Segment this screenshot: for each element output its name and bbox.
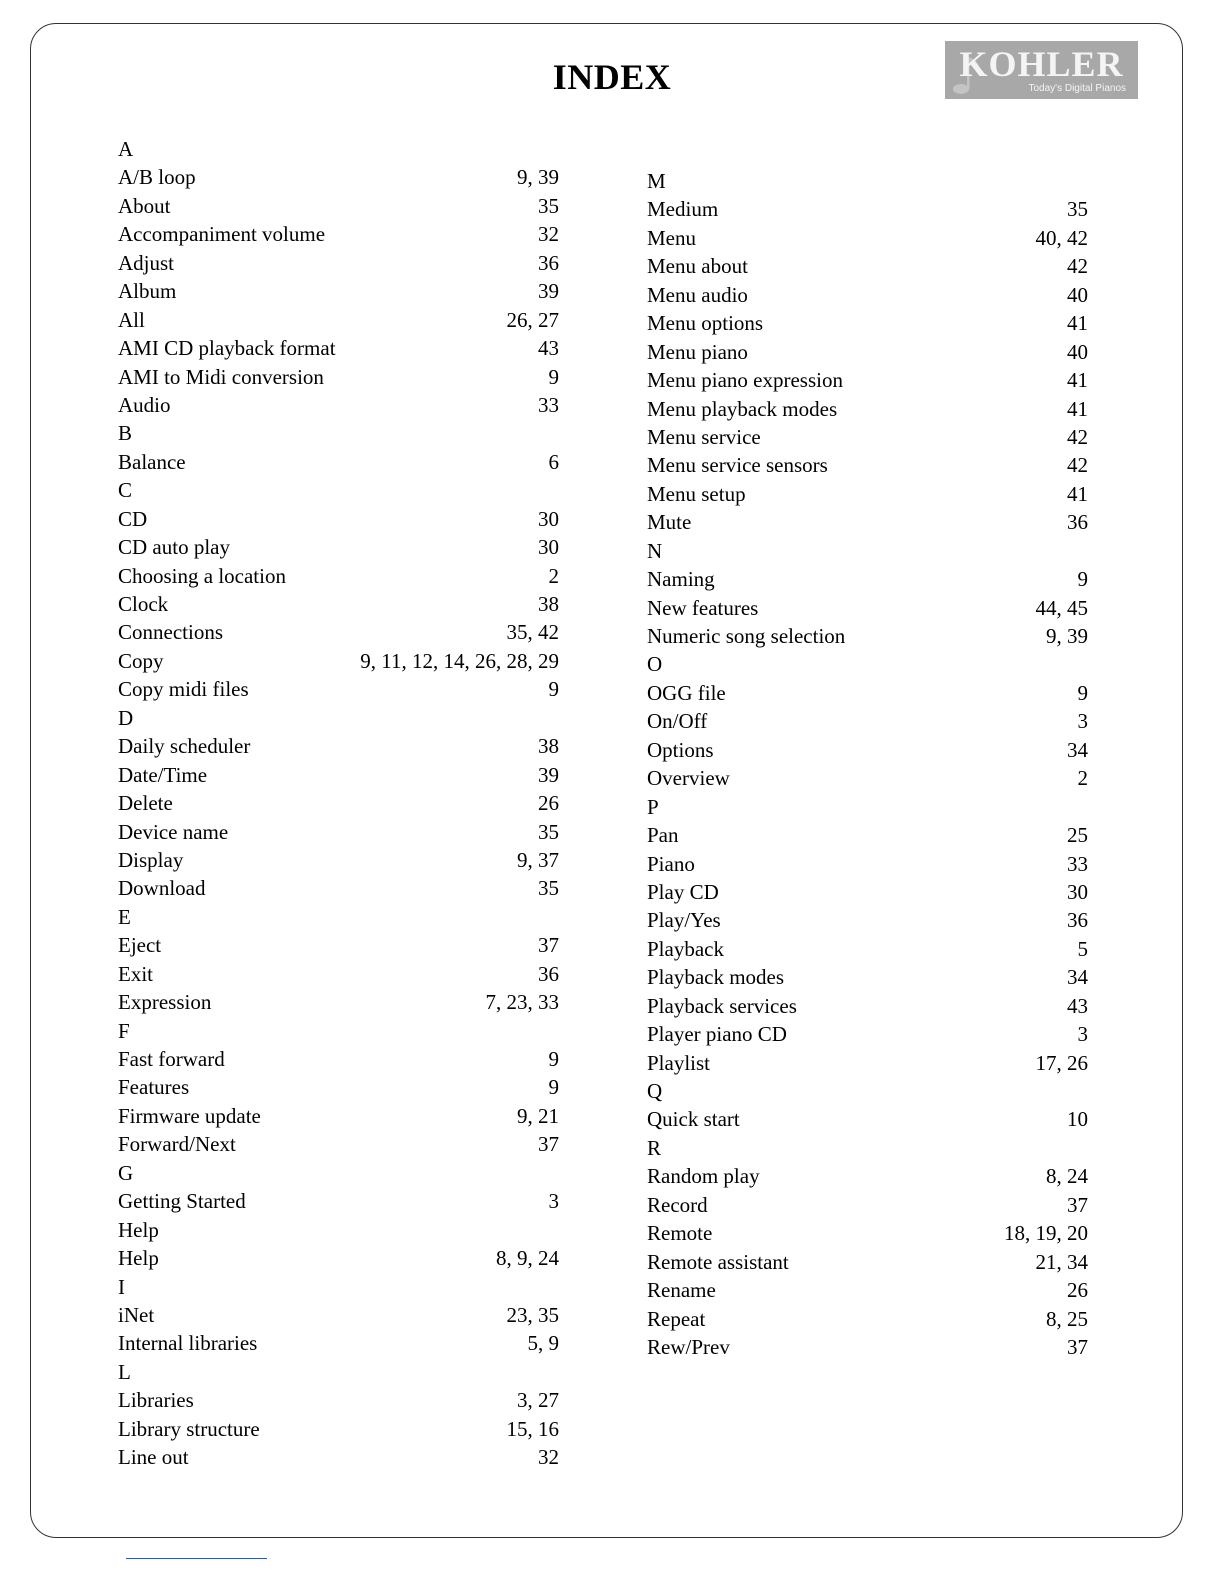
index-term: Playback services xyxy=(647,993,797,1018)
index-page-numbers: 9, 39 xyxy=(517,165,559,190)
index-entry xyxy=(647,366,1088,394)
index-page-numbers: 17, 26 xyxy=(1035,1050,1088,1075)
index-page-numbers: 9 xyxy=(548,364,559,389)
index-term: Overview xyxy=(647,766,730,791)
index-entry xyxy=(647,736,1088,764)
index-page-numbers: 38 xyxy=(538,592,559,616)
letter-label: G xyxy=(118,1160,134,1185)
index-term: Firmware update xyxy=(118,1103,261,1128)
index-letter-heading xyxy=(118,704,559,732)
index-page-numbers: 37 xyxy=(538,1132,559,1157)
index-entry xyxy=(647,395,1088,423)
index-page-numbers: 36 xyxy=(538,250,559,275)
index-term: CD xyxy=(118,506,148,531)
index-entry xyxy=(647,1162,1088,1190)
index-page-numbers: 40, 42 xyxy=(1035,225,1088,250)
index-page-numbers: 36 xyxy=(1067,908,1088,933)
index-page-numbers: 8, 24 xyxy=(1046,1164,1088,1189)
index-page-numbers: 43 xyxy=(1067,993,1088,1018)
index-term: New features xyxy=(647,595,759,620)
index-term: Quick start xyxy=(647,1107,740,1132)
index-page-numbers: 35 xyxy=(538,876,559,901)
index-entry xyxy=(647,423,1088,451)
index-entry xyxy=(647,935,1088,963)
index-page-numbers: 33 xyxy=(1067,851,1088,876)
index-letter-heading xyxy=(118,419,559,447)
index-entry xyxy=(118,1073,559,1101)
index-term: Audio xyxy=(118,392,171,417)
index-page-numbers: 18, 19, 20 xyxy=(1004,1221,1088,1246)
index-term: Features xyxy=(118,1075,190,1100)
index-term: Internal libraries xyxy=(118,1331,258,1356)
index-entry xyxy=(118,505,559,533)
index-term: Help xyxy=(118,1217,159,1242)
index-page-numbers: 26 xyxy=(538,791,559,816)
letter-label: C xyxy=(118,478,133,503)
index-entry xyxy=(647,963,1088,991)
index-letter-heading xyxy=(118,1273,559,1301)
index-entry xyxy=(118,761,559,789)
index-entry xyxy=(118,163,559,191)
index-term: Clock xyxy=(118,592,169,616)
index-page-numbers: 3, 27 xyxy=(517,1388,559,1413)
index-term: Medium xyxy=(647,197,719,222)
index-page-numbers: 40 xyxy=(1067,282,1088,307)
index-term: Fast forward xyxy=(118,1047,225,1071)
index-page-numbers: 8, 25 xyxy=(1046,1306,1088,1331)
index-term: Random play xyxy=(647,1164,760,1189)
index-page-numbers: 32 xyxy=(538,1445,559,1470)
index-entry xyxy=(118,391,559,419)
index-entry xyxy=(118,675,559,703)
index-term: Getting Started xyxy=(118,1189,246,1214)
index-page-numbers: 9 xyxy=(548,1047,559,1071)
index-entry xyxy=(647,1276,1088,1304)
index-entry xyxy=(118,533,559,561)
index-page-numbers: 39 xyxy=(538,762,559,787)
index-entry xyxy=(118,1443,559,1471)
index-term: Menu service xyxy=(647,424,761,449)
index-term: CD auto play xyxy=(118,535,230,560)
index-entry xyxy=(118,1386,559,1414)
index-entry xyxy=(118,1187,559,1215)
index-entry xyxy=(647,821,1088,849)
index-entry xyxy=(118,1130,559,1158)
index-entry xyxy=(647,224,1088,252)
index-term: Date/Time xyxy=(118,762,208,787)
letter-label: E xyxy=(118,904,131,929)
index-page-numbers: 3 xyxy=(548,1189,559,1214)
index-entry xyxy=(647,707,1088,735)
index-page-numbers: 3 xyxy=(1077,709,1088,734)
index-page-numbers: 5 xyxy=(1077,936,1088,961)
index-entry xyxy=(647,1333,1088,1361)
index-term: AMI to Midi conversion xyxy=(118,364,324,389)
index-page-numbers: 3 xyxy=(1077,1022,1088,1047)
index-entry xyxy=(647,195,1088,223)
index-letter-heading xyxy=(647,537,1088,565)
index-page-numbers: 42 xyxy=(1067,254,1088,279)
index-term: Rename xyxy=(647,1278,716,1303)
index-term: Libraries xyxy=(118,1388,194,1413)
index-entry xyxy=(647,1049,1088,1077)
index-term: Balance xyxy=(118,449,186,474)
index-page-numbers: 34 xyxy=(1067,737,1088,762)
index-term: Record xyxy=(647,1192,708,1217)
index-page-numbers: 37 xyxy=(1067,1192,1088,1217)
index-page-numbers: 30 xyxy=(538,535,559,560)
index-page-numbers: 36 xyxy=(538,961,559,986)
index-entry xyxy=(647,309,1088,337)
index-entry xyxy=(647,622,1088,650)
index-letter-heading xyxy=(118,135,559,163)
index-page-numbers: 21, 34 xyxy=(1035,1249,1088,1274)
index-term: Library structure xyxy=(118,1416,260,1441)
index-page-numbers: 37 xyxy=(1067,1334,1088,1359)
index-page-numbers: 9 xyxy=(548,677,559,702)
index-page-numbers: 30 xyxy=(538,506,559,531)
index-letter-heading xyxy=(118,903,559,931)
index-entry xyxy=(118,1329,559,1357)
index-term: Menu piano expression xyxy=(647,368,843,393)
index-entry xyxy=(118,249,559,277)
index-letter-heading xyxy=(118,1159,559,1187)
index-term: Accompaniment volume xyxy=(118,222,326,247)
index-term: Menu xyxy=(647,225,696,250)
index-entry xyxy=(118,647,559,675)
index-entry xyxy=(118,1045,559,1073)
index-page-numbers: 32 xyxy=(538,222,559,247)
letter-label: M xyxy=(647,169,666,193)
index-page-numbers: 2 xyxy=(1077,766,1088,791)
index-term: Menu service sensors xyxy=(647,453,828,478)
index-term: Menu about xyxy=(647,254,748,279)
letter-label: L xyxy=(118,1359,131,1384)
index-page-numbers: 34 xyxy=(1067,965,1088,990)
index-entry xyxy=(118,1102,559,1130)
index-term: Help xyxy=(118,1246,159,1271)
index-page-numbers: 41 xyxy=(1067,481,1088,506)
logo-wordmark: KOHLER xyxy=(959,44,1124,84)
index-page-numbers: 44, 45 xyxy=(1035,595,1088,620)
index-entry xyxy=(118,1415,559,1443)
index-entry xyxy=(118,590,559,618)
index-entry xyxy=(118,448,559,476)
index-term: Copy xyxy=(118,648,164,673)
index-page-numbers: 38 xyxy=(538,734,559,759)
index-entry xyxy=(647,252,1088,280)
letter-label: O xyxy=(647,652,663,677)
index-entry xyxy=(118,618,559,646)
index-page-numbers: 35 xyxy=(538,819,559,844)
index-page-numbers: 42 xyxy=(1067,424,1088,449)
index-term: Mute xyxy=(647,510,692,535)
index-term: Line out xyxy=(118,1445,189,1470)
index-entry xyxy=(647,906,1088,934)
index-term: Playback modes xyxy=(647,965,785,990)
index-term: Choosing a location xyxy=(118,563,286,588)
page-title: INDEX xyxy=(552,57,672,97)
index-entry xyxy=(118,960,559,988)
index-page-numbers: 43 xyxy=(538,336,559,361)
index-column-right xyxy=(647,167,1088,1361)
index-entry xyxy=(118,363,559,391)
index-term: Play/Yes xyxy=(647,908,721,933)
index-term: Player piano CD xyxy=(647,1022,787,1047)
index-term: Piano xyxy=(647,851,695,876)
index-term: Download xyxy=(118,876,206,901)
index-page-numbers: 42 xyxy=(1067,453,1088,478)
index-term: Delete xyxy=(118,791,173,816)
index-term: Menu piano xyxy=(647,339,748,364)
index-term: About xyxy=(118,193,171,218)
index-term: Menu audio xyxy=(647,282,748,307)
index-page-numbers: 9 xyxy=(1077,567,1088,592)
index-term: iNet xyxy=(118,1302,155,1327)
index-entry xyxy=(647,764,1088,792)
letter-label: D xyxy=(118,705,134,730)
index-entry xyxy=(647,508,1088,536)
index-term: Adjust xyxy=(118,250,175,275)
index-entry xyxy=(118,789,559,817)
index-page-numbers: 9 xyxy=(1077,680,1088,705)
index-entry xyxy=(647,1105,1088,1133)
index-entry xyxy=(118,846,559,874)
index-term: Album xyxy=(118,279,177,304)
index-entry xyxy=(647,1305,1088,1333)
index-entry xyxy=(118,334,559,362)
index-entry xyxy=(647,338,1088,366)
index-page-numbers: 9, 39 xyxy=(1046,624,1088,648)
index-page-numbers: 9, 11, 12, 14, 26, 28, 29 xyxy=(360,648,559,673)
index-page-numbers: 36 xyxy=(1067,510,1088,535)
index-term: Numeric song selection xyxy=(647,624,846,648)
index-page-numbers: 5, 9 xyxy=(527,1331,559,1356)
index-entry xyxy=(118,306,559,334)
letter-label: F xyxy=(118,1018,130,1043)
index-page-numbers: 35, 42 xyxy=(506,620,559,645)
index-term: A/B loop xyxy=(118,165,196,190)
index-entry xyxy=(647,679,1088,707)
index-letter-heading xyxy=(118,476,559,504)
index-entry xyxy=(647,281,1088,309)
index-entry xyxy=(647,850,1088,878)
letter-label: I xyxy=(118,1274,125,1299)
index-term: Copy midi files xyxy=(118,677,249,702)
index-entry xyxy=(647,1248,1088,1276)
index-page-numbers: 26 xyxy=(1067,1278,1088,1303)
index-letter-heading xyxy=(647,650,1088,678)
index-page-numbers: 26, 27 xyxy=(506,307,559,332)
letter-label: N xyxy=(647,538,663,563)
index-term: Remote xyxy=(647,1221,713,1246)
index-page-numbers: 6 xyxy=(548,449,559,474)
index-term: Repeat xyxy=(647,1306,706,1331)
index-page-numbers: 2 xyxy=(548,563,559,588)
index-page-numbers: 23, 35 xyxy=(506,1302,559,1327)
index-page-numbers: 41 xyxy=(1067,368,1088,393)
index-entry xyxy=(118,818,559,846)
index-page-numbers: 41 xyxy=(1067,311,1088,336)
index-term: AMI CD playback format xyxy=(118,336,336,361)
index-page-numbers: 7, 23, 33 xyxy=(485,990,559,1015)
index-entry xyxy=(118,1244,559,1272)
index-page-numbers: 10 xyxy=(1067,1107,1088,1132)
index-term: Device name xyxy=(118,819,229,844)
index-entry xyxy=(647,878,1088,906)
logo-tagline: Today's Digital Pianos xyxy=(1028,83,1126,94)
index-letter-heading xyxy=(647,1077,1088,1105)
index-entry xyxy=(647,451,1088,479)
index-page-numbers: 25 xyxy=(1067,823,1088,848)
index-term: Forward/Next xyxy=(118,1132,236,1157)
index-page-numbers: 9, 37 xyxy=(517,847,559,872)
index-page-numbers: 30 xyxy=(1067,879,1088,904)
index-term: Playlist xyxy=(647,1050,711,1075)
index-term: Remote assistant xyxy=(647,1249,789,1274)
letter-label: Q xyxy=(647,1079,663,1103)
index-term: Pan xyxy=(647,823,679,848)
index-term: Menu options xyxy=(647,311,764,336)
index-entry xyxy=(118,192,559,220)
index-letter-heading xyxy=(647,167,1088,195)
index-page-numbers: 37 xyxy=(538,933,559,958)
index-term: Eject xyxy=(118,933,162,958)
index-page-numbers: 40 xyxy=(1067,339,1088,364)
index-entry xyxy=(118,220,559,248)
letter-label: B xyxy=(118,421,133,446)
index-term: Menu setup xyxy=(647,481,746,506)
index-entry xyxy=(118,732,559,760)
index-term: All xyxy=(118,307,145,332)
index-letter-heading xyxy=(118,1358,559,1386)
index-entry xyxy=(647,1020,1088,1048)
index-entry xyxy=(118,562,559,590)
index-term: Rew/Prev xyxy=(647,1334,730,1359)
index-term: Playback xyxy=(647,936,724,961)
letter-label: A xyxy=(118,137,134,161)
index-entry xyxy=(647,565,1088,593)
index-entry xyxy=(647,1219,1088,1247)
index-letter-heading xyxy=(647,793,1088,821)
index-entry xyxy=(647,992,1088,1020)
index-entry xyxy=(118,277,559,305)
index-term: On/Off xyxy=(647,709,708,734)
index-page-numbers: 39 xyxy=(538,279,559,304)
index-entry xyxy=(118,931,559,959)
index-column-left xyxy=(118,135,559,1472)
index-entry xyxy=(647,1191,1088,1219)
index-term: Daily scheduler xyxy=(118,734,251,759)
index-entry xyxy=(118,1216,559,1244)
index-page-numbers: 15, 16 xyxy=(506,1416,559,1441)
index-page-numbers: 35 xyxy=(1067,197,1088,222)
index-term: Menu playback modes xyxy=(647,396,838,421)
index-page-numbers: 33 xyxy=(538,392,559,417)
index-page-numbers: 9 xyxy=(548,1075,559,1100)
index-entry xyxy=(118,874,559,902)
index-letter-heading xyxy=(647,1134,1088,1162)
kohler-logo xyxy=(945,41,1138,99)
index-term: Exit xyxy=(118,961,153,986)
index-letter-heading xyxy=(118,1017,559,1045)
letter-label: R xyxy=(647,1135,662,1160)
index-term: Expression xyxy=(118,990,212,1015)
index-entry xyxy=(118,1301,559,1329)
index-page-numbers: 35 xyxy=(538,193,559,218)
letter-label: P xyxy=(647,794,659,819)
index-term: Play CD xyxy=(647,879,719,904)
index-term: Display xyxy=(118,847,184,872)
index-term: OGG file xyxy=(647,680,726,705)
index-page-numbers: 41 xyxy=(1067,396,1088,421)
index-entry xyxy=(118,988,559,1016)
index-entry xyxy=(647,480,1088,508)
index-page-numbers: 9, 21 xyxy=(517,1103,559,1128)
index-entry xyxy=(647,594,1088,622)
index-term: Naming xyxy=(647,567,715,592)
index-term: Connections xyxy=(118,620,223,645)
index-term: Options xyxy=(647,737,714,762)
index-page-numbers: 8, 9, 24 xyxy=(496,1246,559,1271)
footer-rule xyxy=(126,1558,267,1559)
